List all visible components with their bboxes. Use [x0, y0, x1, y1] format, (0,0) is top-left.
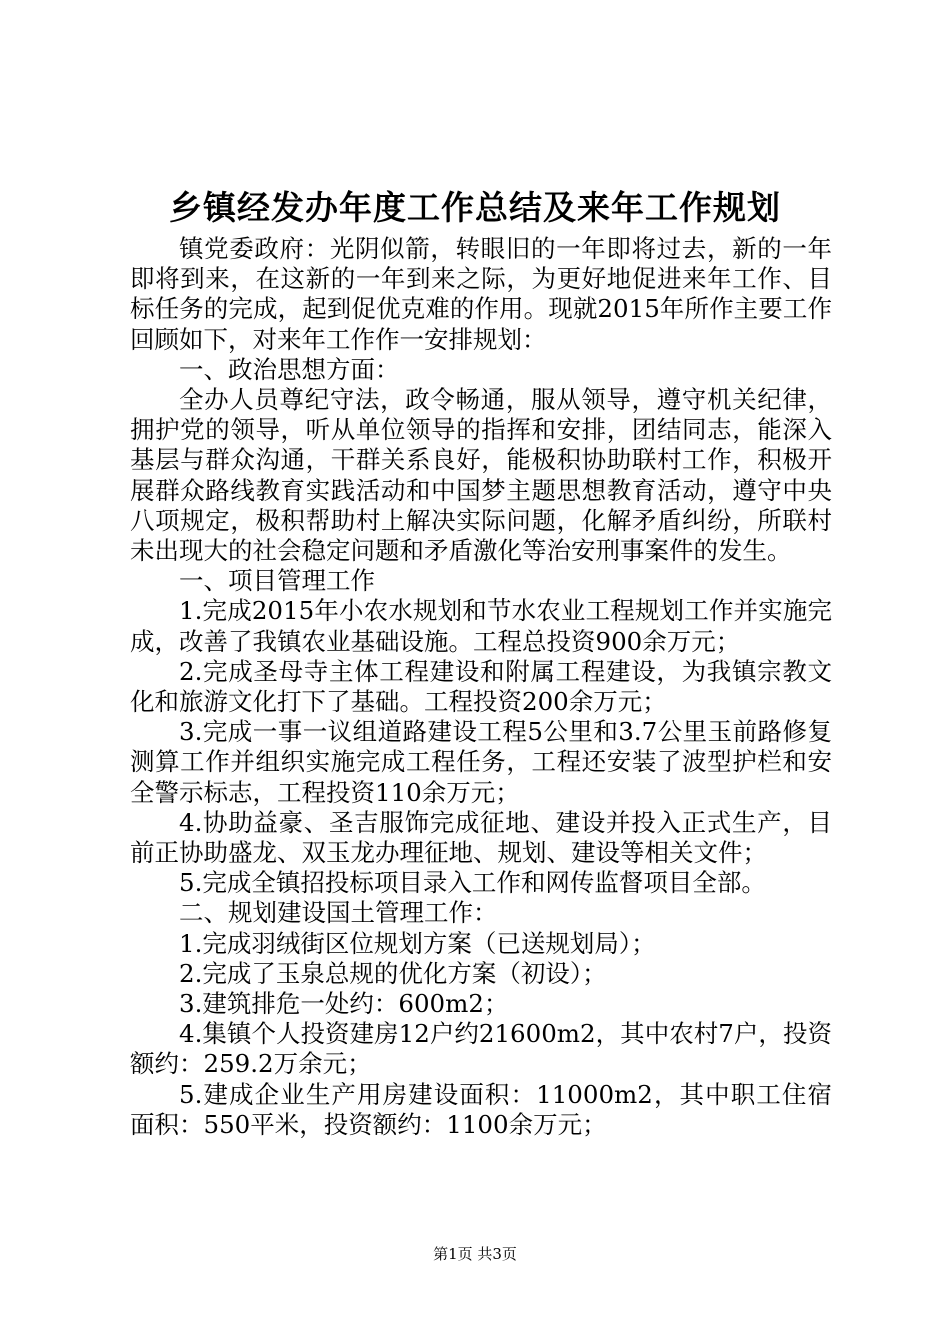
list-item: 5.完成全镇招投标项目录入工作和网传监督项目全部。 [179, 868, 766, 898]
section-heading: 一、项目管理工作 [179, 566, 375, 596]
list-item: 2.完成了玉泉总规的优化方案（初设）； [179, 958, 607, 988]
list-item: 5.建成企业生产用房建设面积：11000m2，其中职工住宿面积：550平米，投资额约：1100余万元； [130, 1079, 832, 1139]
document-title: 乡镇经发办年度工作总结及来年工作规划 [169, 188, 781, 227]
section-heading: 一、政治思想方面： [179, 354, 400, 384]
document-body [130, 234, 832, 1140]
list-item: 3.完成一事一议组道路建设工程5公里和3.7公里玉前路修复测算工作并组织实施完成工程任务，工程还安装了波型护栏和安全警示标志，工程投资110余万元； [130, 717, 832, 807]
section-heading: 二、规划建设国土管理工作： [179, 898, 498, 928]
page-footer: 第1页 共3页 [433, 1245, 517, 1263]
paragraph: 镇党委政府：光阴似箭，转眼旧的一年即将过去，新的一年即将到来，在这新的一年到来之际，为更好地促进来年工作、目标任务的完成，起到促优克难的作用。现就2015年所作主要工作回顾如下，对来年工作作一安排规划： [130, 234, 832, 354]
list-item: 1.完成羽绒街区位规划方案（已送规划局）； [179, 928, 656, 958]
list-item: 2.完成圣母寺主体工程建设和附属工程建设，为我镇宗教文化和旅游文化打下了基础。工程投资200余万元； [130, 656, 832, 717]
paragraph: 全办人员尊纪守法，政令畅通，服从领导，遵守机关纪律，拥护党的领导，听从单位领导的指挥和安排，团结同志，能深入基层与群众沟通，干群关系良好，能极积协助联村工作，积极开展群众路线教育实践活动和中国梦主题思想教育活动，遵守中央八项规定，极积帮助村上解决实际问题，化解矛盾纠纷，所联村未出现大的社会稳定问题和矛盾激化等治安刑事案件的发生。 [130, 385, 832, 566]
list-item: 4.集镇个人投资建房12户约21600m2，其中农村7户，投资额约：259.2万余元； [130, 1019, 832, 1079]
list-item: 1.完成2015年小农水规划和节水农业工程规划工作并实施完成，改善了我镇农业基础设施。工程总投资900余万元； [130, 596, 832, 656]
list-item: 3.建筑排危一处约：600m2； [179, 989, 509, 1019]
list-item: 4.协助益豪、圣吉服饰完成征地、建设并投入正式生产，目前正协助盛龙、双玉龙办理征地、规划、建设等相关文件； [130, 807, 832, 868]
